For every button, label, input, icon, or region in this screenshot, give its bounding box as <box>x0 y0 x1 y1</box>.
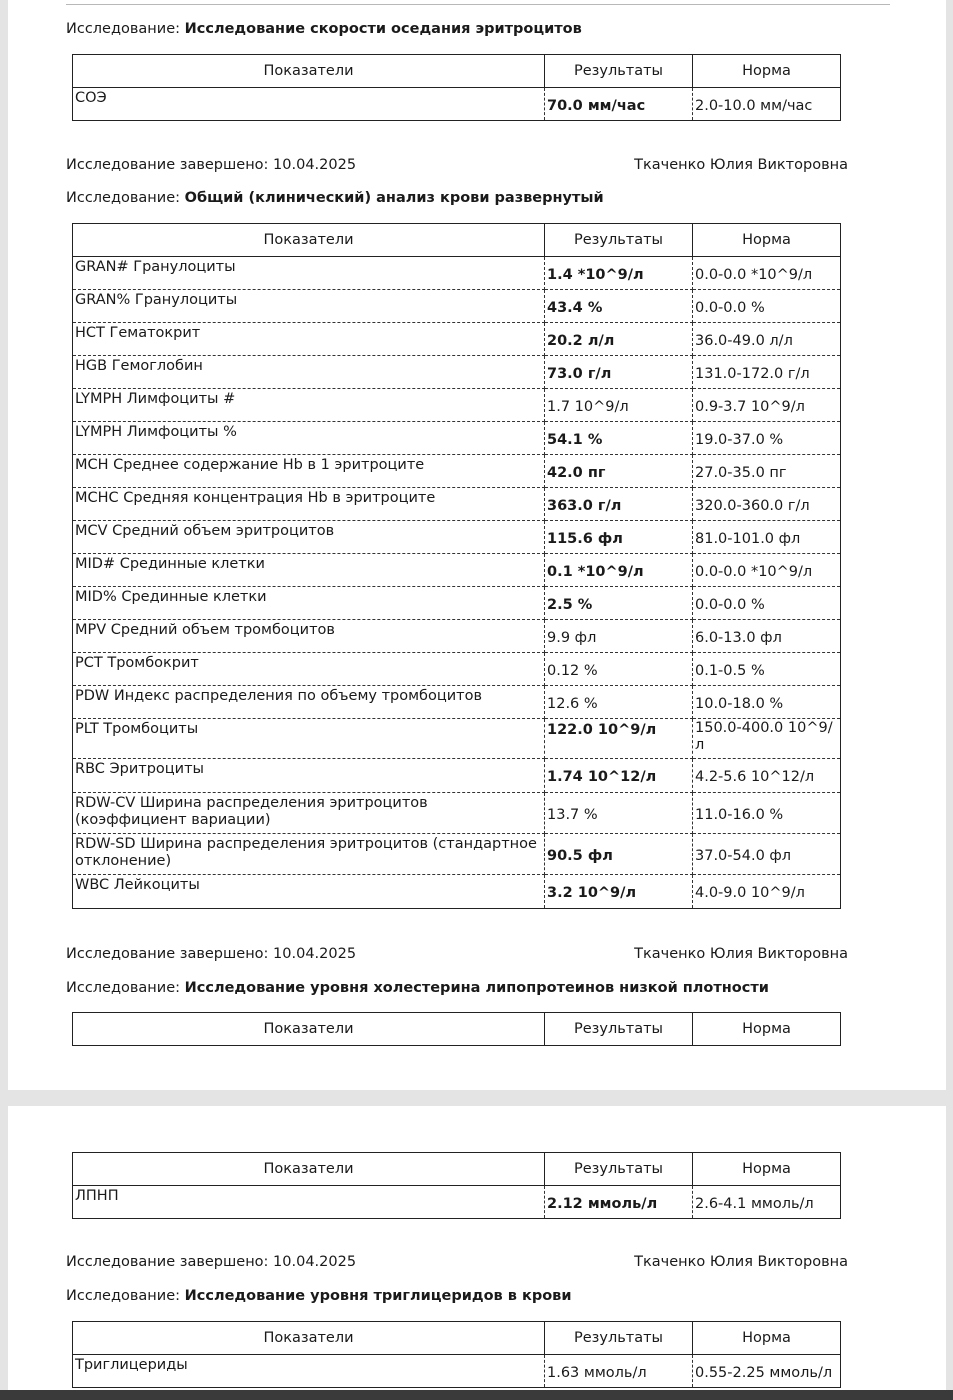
study-title-esr: Исследование: Исследование скорости оседания эритроцитов <box>66 21 582 37</box>
table-header: Показатели Результаты Норма <box>73 1013 841 1046</box>
table-row: RBC Эритроциты 1.74 10^12/л 4.2-5.6 10^12/л <box>73 759 841 793</box>
table-row: RDW-CV Ширина распределения эритроцитов (коэффициент вариации) 13.7 % 11.0-16.0 % <box>73 793 841 834</box>
study-title-cbc: Исследование: Общий (клинический) анализ крови развернутый <box>66 190 604 206</box>
table-row: GRAN# Гранулоциты 1.4 *10^9/л 0.0-0.0 *10^9/л <box>73 257 841 290</box>
table-row: MCHC Средняя концентрация Hb в эритроците 363.0 г/л 320.0-360.0 г/л <box>73 488 841 521</box>
table-row: PCT Тромбокрит 0.12 % 0.1-0.5 % <box>73 653 841 686</box>
results-table-cbc <box>72 223 841 909</box>
report-page-1 <box>8 0 946 1090</box>
study-title-ldl: Исследование: Исследование уровня холестерина липопротеинов низкой плотности <box>66 980 769 996</box>
table-row: LYMPH Лимфоциты # 1.7 10^9/л 0.9-3.7 10^9/л <box>73 389 841 422</box>
table-row: ЛПНП 2.12 ммоль/л 2.6-4.1 ммоль/л <box>73 1186 841 1219</box>
table-row: PLT Тромбоциты 122.0 10^9/л 150.0-400.0 10^9/л <box>73 719 841 759</box>
results-table-ldl-header <box>72 1012 841 1046</box>
table-header: Показатели Результаты Норма <box>73 1322 841 1355</box>
study-completed-esr: Исследование завершено: 10.04.2025 Ткаченко Юлия Викторовна <box>66 157 848 173</box>
doctor-name: Ткаченко Юлия Викторовна <box>634 946 848 962</box>
table-row: Триглицериды 1.63 ммоль/л 0.55-2.25 ммоль/л <box>73 1355 841 1388</box>
table-row: СОЭ 70.0 мм/час 2.0-10.0 мм/час <box>73 88 841 121</box>
bottom-bar <box>0 1390 953 1400</box>
study-title-tg: Исследование: Исследование уровня триглицеридов в крови <box>66 1288 572 1304</box>
table-row: MCH Среднее содержание Hb в 1 эритроците 42.0 пг 27.0-35.0 пг <box>73 455 841 488</box>
results-table-ldl <box>72 1152 841 1219</box>
table-row: MPV Средний объем тромбоцитов 9.9 фл 6.0-13.0 фл <box>73 620 841 653</box>
results-table-tg <box>72 1321 841 1388</box>
table-row: LYMPH Лимфоциты % 54.1 % 19.0-37.0 % <box>73 422 841 455</box>
table-row: WBC Лейкоциты 3.2 10^9/л 4.0-9.0 10^9/л <box>73 875 841 909</box>
study-completed-ldl: Исследование завершено: 10.04.2025 Ткаченко Юлия Викторовна <box>66 1254 848 1270</box>
table-header: Показатели Результаты Норма <box>73 1153 841 1186</box>
table-row: HCT Гематокрит 20.2 л/л 36.0-49.0 л/л <box>73 323 841 356</box>
doctor-name: Ткаченко Юлия Викторовна <box>634 157 848 173</box>
table-header: Показатели Результаты Норма <box>73 224 841 257</box>
table-row: HGB Гемоглобин 73.0 г/л 131.0-172.0 г/л <box>73 356 841 389</box>
results-table-esr <box>72 54 841 121</box>
table-row: MID# Срединные клетки 0.1 *10^9/л 0.0-0.0 *10^9/л <box>73 554 841 587</box>
table-header: Показатели Результаты Норма <box>73 55 841 88</box>
table-row: PDW Индекс распределения по объему тромбоцитов 12.6 % 10.0-18.0 % <box>73 686 841 719</box>
study-completed-cbc: Исследование завершено: 10.04.2025 Ткаченко Юлия Викторовна <box>66 946 848 962</box>
table-row: RDW-SD Ширина распределения эритроцитов (стандартное отклонение) 90.5 фл 37.0-54.0 фл <box>73 834 841 875</box>
table-row: MCV Средний объем эритроцитов 115.6 фл 81.0-101.0 фл <box>73 521 841 554</box>
report-page-2 <box>8 1106 946 1400</box>
table-row: GRAN% Гранулоциты 43.4 % 0.0-0.0 % <box>73 290 841 323</box>
doctor-name: Ткаченко Юлия Викторовна <box>634 1254 848 1270</box>
top-divider <box>66 4 890 5</box>
table-row: MID% Срединные клетки 2.5 % 0.0-0.0 % <box>73 587 841 620</box>
